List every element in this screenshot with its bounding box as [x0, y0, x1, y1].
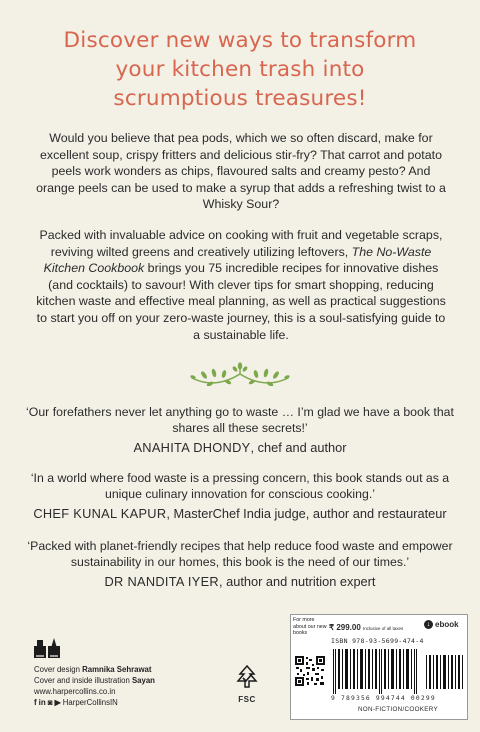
price	[329, 623, 403, 632]
credits	[34, 664, 214, 708]
price-note: Inclusive of all taxes	[363, 626, 404, 631]
endorsement-attribution-3	[20, 574, 460, 590]
illustrator-name: Sayan	[131, 676, 155, 685]
cover-designer-name: Ramnika Sehrawat	[82, 665, 152, 674]
cover-design-credit	[34, 664, 214, 675]
blurb-p2-after: brings you 75 incredible recipes for innovative dishes (and cocktails) to savour! With clever tips for smart shopping, reducing kitchen waste and effective meal planning, as well as practical suggestions to start you off on your zero-waste journey, this is a soul-satisfying guide to a sustainable life.	[36, 261, 446, 342]
facebook-icon[interactable]: f	[34, 698, 37, 707]
ebook-badge	[424, 620, 459, 629]
endorsement-quote-1: ‘Our forefathers never let anything go to waste … I’m glad we have a book that shares all these secrets!’	[26, 405, 454, 436]
barcode-icon	[331, 649, 465, 699]
endorser-role-2: , MasterChef India judge, author and restaurateur	[166, 506, 447, 521]
harpercollins-logo-icon	[34, 636, 60, 663]
fsc-logo	[232, 664, 262, 704]
social-handle: HarperCollinsIN	[62, 698, 118, 707]
endorsement-attribution-2	[20, 506, 460, 522]
endorser-name-3: DR NANDITA IYER	[104, 574, 219, 589]
book-title: The No-Waste Kitchen Cookbook	[43, 244, 432, 276]
illustration-credit	[34, 675, 214, 686]
qr-code-icon[interactable]	[294, 655, 326, 692]
barcode-number: 9 789356 994744 00299	[331, 695, 436, 702]
download-icon: ↓	[424, 620, 433, 629]
youtube-icon[interactable]: ▶	[54, 698, 61, 707]
barcode-panel	[290, 614, 468, 720]
endorser-name-1: ANAHITA DHONDY	[133, 440, 251, 455]
publisher-website[interactable]: www.harpercollins.co.in	[34, 687, 116, 696]
isbn: ISBN 978-93-5699-474-4	[331, 637, 424, 645]
leafy-vine-ornament-icon	[188, 360, 292, 391]
book-category: NON-FICTION/COOKERY	[357, 706, 439, 713]
linkedin-icon[interactable]: in	[38, 698, 46, 707]
endorsement-quote-2: ‘In a world where food waste is a pressing concern, this book stands out as a unique culinary innovation for conscious cooking.’	[30, 471, 450, 502]
illustration-label: Cover and inside illustration	[34, 676, 132, 685]
endorsement-quote-3: ‘Packed with planet-friendly recipes that help reduce food waste and empower sustainability in our homes, this book is the need of our times.’	[27, 539, 453, 570]
more-books-note: For more about our new books	[293, 617, 327, 636]
headline-line-2: your kitchen trash into	[115, 57, 365, 82]
headline-line-1: Discover new ways to transform	[63, 28, 417, 53]
fsc-label: FSC	[238, 695, 256, 704]
endorsement-attribution-1	[20, 440, 460, 456]
endorser-role-3: , author and nutrition expert	[218, 574, 376, 589]
endorser-name-2: CHEF KUNAL KAPUR	[33, 506, 167, 521]
endorser-role-1: , chef and author	[250, 440, 347, 455]
blurb-paragraph-1: Would you believe that pea pods, which we so often discard, make for excellent soup, crispy fritters and delicious stir-fry? That carrot and potato peels work wonders as chips, flavoured salts and creamy pesto? And orange peels can be used to make a syrup that adds a refreshing twist to a Whisky Sour?	[36, 131, 446, 212]
fsc-tree-checkmark-icon	[234, 664, 260, 690]
cover-design-label: Cover design	[34, 665, 83, 674]
social-links	[34, 697, 214, 708]
blurb-p2-before: Packed with invaluable advice on cooking with fruit and vegetable scraps, reviving wilted greens and creatively utilizing leftovers,	[39, 228, 443, 259]
headline-line-3: scrumptious treasures!	[113, 86, 367, 111]
instagram-icon[interactable]: ◙	[47, 698, 53, 707]
ebook-label: ebook	[435, 620, 459, 629]
price-value: ₹ 299.00	[329, 623, 361, 632]
headline	[0, 26, 480, 113]
blurb-paragraph-2	[34, 227, 448, 343]
